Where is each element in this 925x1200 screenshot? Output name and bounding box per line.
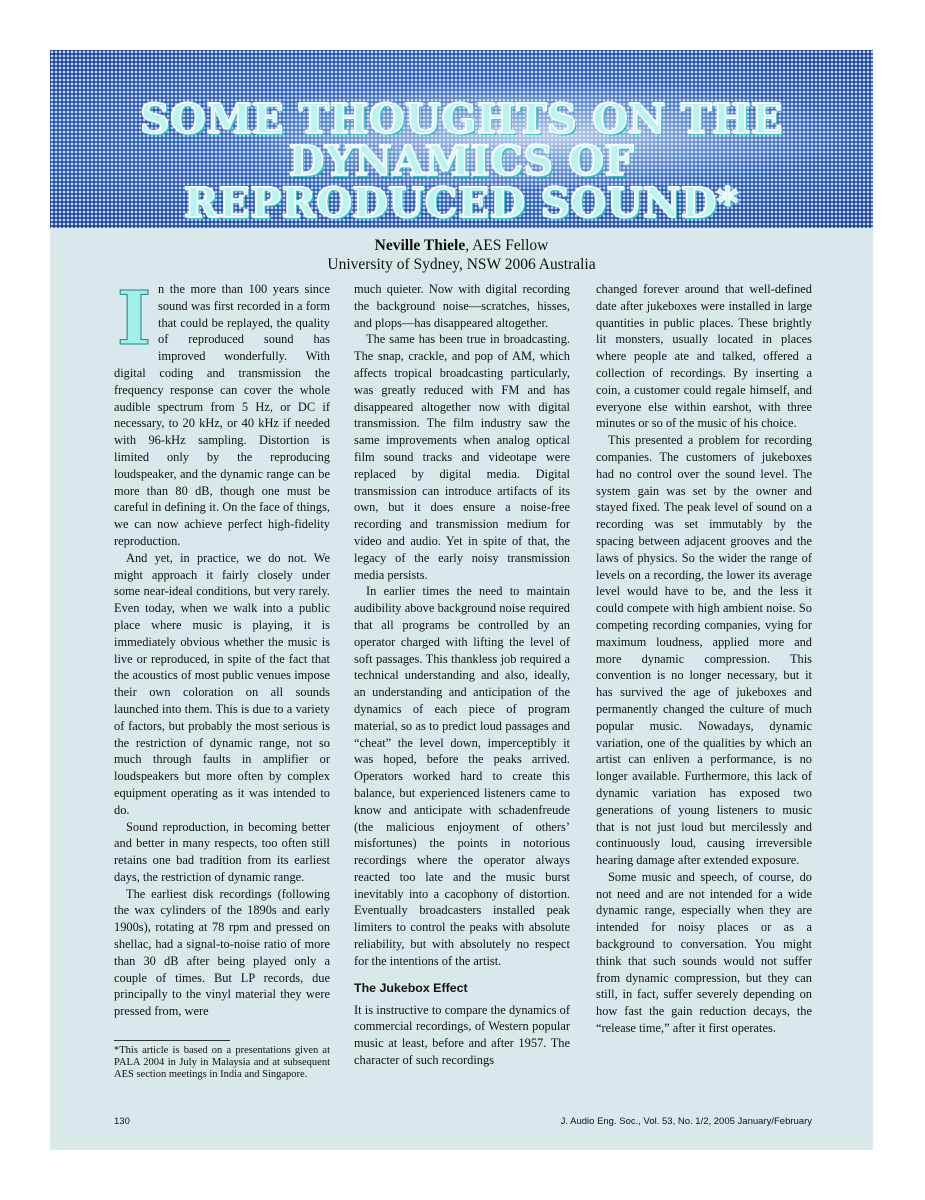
title-line-3: REPRODUCED SOUND* xyxy=(183,179,739,227)
byline xyxy=(50,236,873,274)
column-2 xyxy=(354,281,570,1069)
paragraph: Sound reproduction, in becoming better and better in many respects, too often still retains one bad tradition from its earliest days, the restriction of dynamic range. xyxy=(114,819,330,884)
paragraph: much quieter. Now with digital recording the background noise—scratches, hisses, and plops—has disappeared altogether. xyxy=(354,282,570,330)
author-role: , AES Fellow xyxy=(465,237,549,254)
footnote: *This article is based on a presentations given at PALA 2004 in July in Malaysia and at subsequent AES section meetings in India and Singapore. xyxy=(114,1045,330,1081)
title-line-2: DYNAMICS OF xyxy=(288,137,635,185)
column-3 xyxy=(596,281,812,1037)
paragraph: The earliest disk recordings (following the wax cylinders of the 1890s and early 1900s), rotating at 78 rpm and pressed on shellac, had a signal-to-noise ratio of more than 30 dB after being played only a couple of times. But LP records, due principally to the vinyl material they were pressed from, were xyxy=(114,886,330,1019)
footnote-rule xyxy=(114,1040,230,1041)
paragraph: changed forever around that well-defined date after jukeboxes were installed in large quantities in public places. These brightly lit monsters, usually located in places where people ate and talked, offered a collection of recordings. By inserting a coin, a customer could regale himself, and everyone else within earshot, with three minutes or so of the music of his choice. xyxy=(596,282,812,431)
author-line xyxy=(50,236,873,255)
column-1 xyxy=(114,276,330,1020)
paragraph: This presented a problem for recording companies. The customers of jukeboxes had no control over the sound level. The system gain was set by the owner and stayed fixed. The peak level of sound on a recording was set immutably by the spacing between adjacent grooves and the laws of physics. So the wider the range of levels on a recording, the lower its average level would have to be, and the less it could compete with high ambient noise. So competing recording companies, vying for maximum loudness, applied more and more dynamic compression. This convention is no longer necessary, but it has survived the age of jukeboxes and permanently changed the culture of much popular music. Nowadays, dynamic variation, one of the qualities by which an artist can enliven a performance, is no longer available. Furthermore, this lack of dynamic variation has exposed two generations of young listeners to music that is not just loud but mercilessly and continuously loud, causing irreversible hearing damage after extended exposure. xyxy=(596,433,812,868)
affiliation: University of Sydney, NSW 2006 Australia xyxy=(327,256,596,273)
author-name: Neville Thiele xyxy=(374,237,466,254)
paragraph: And yet, in practice, we do not. We might approach it fairly closely under some near-ideal conditions, but very rarely. Even today, when we walk into a public place where music is playing, it is immediately obvious whether the music is live or reproduced, in spite of the fact that the acoustics of most public venues impose their own coloration on all sounds launched into them. This is due to a variety of factors, but probably the most serious is the restriction of dynamic range, not so much through faults in amplifier or loudspeakers but more often by complex equipment operating as it was intended to do. xyxy=(114,550,330,817)
paragraph: The same has been true in broadcasting. The snap, crackle, and pop of AM, which affects tropical broadcasting particularly, was greatly reduced with FM and has disappeared altogether now with digital transmission. The film industry saw the same improvements when analog optical film sound tracks and videotape were replaced by digital media. Digital transmission can introduce artifacts of its own, but it does ensure a noise-free recording and transmission medium for video and audio. Yet in spite of that, the legacy of the early noisy transmission media persists. xyxy=(354,332,570,582)
article-title xyxy=(50,95,873,227)
paragraph: n the more than 100 years since sound was first recorded in a form that could be replayed, the quality of reproduced sound has improved wonderfully. With digital coding and transmission the frequency response can cover the whole audible spectrum from 5 Hz, or DC if necessary, to 20 kHz, or 40 kHz if needed with 96-kHz sampling. Distortion is limited only by the reproducing loudspeaker, and the dynamic range can be more than 80 dB, though one must be careful in defining it. On the face of things, we can now achieve perfect high-fidelity reproduction. xyxy=(114,282,330,548)
paragraph: It is instructive to compare the dynamics of commercial recordings, of Western popular music at least, before and after 1957. The character of such recordings xyxy=(354,1002,570,1068)
paragraph: In earlier times the need to maintain audibility above background noise required that all programs be controlled by an operator charged with lifting the level of soft passages. This thankless job required a technical understanding and also, ideally, an understanding and anticipation of the dynamics of each piece of program material, so as to predict loud passages and “cheat” the level down, imperceptibly it was hoped, before the peaks arrived. Operators worked hard to create this balance, but experienced listeners came to know and anticipate with schadenfreude (the malicious enjoyment of others’ misfortunes) the points in notorious recordings where the operator always reacted too late and the music burst inevitably into a cacophony of distortion. Eventually broadcasters installed peak limiters to control the peaks with absolute reliability, but with absolutely no respect for the intentions of the artist. xyxy=(354,584,570,968)
drop-cap: I xyxy=(116,276,152,362)
section-heading: The Jukebox Effect xyxy=(354,980,468,995)
title-banner xyxy=(50,50,873,228)
title-line-1: SOME THOUGHTS ON THE xyxy=(139,95,784,143)
journal-reference: J. Audio Eng. Soc., Vol. 53, No. 1/2, 2005 January/February xyxy=(560,1116,812,1127)
page-number: 130 xyxy=(114,1116,130,1127)
paragraph: Some music and speech, of course, do not need and are not intended for a wide dynamic range, especially when they are intended for noisy places or as a background to conversation. You might think that such sounds would not suffer from dynamic compression, but they can still, in fact, suffer severely depending on how fast the gain reduction decays, the “release time,” after it first operates. xyxy=(596,869,812,1036)
